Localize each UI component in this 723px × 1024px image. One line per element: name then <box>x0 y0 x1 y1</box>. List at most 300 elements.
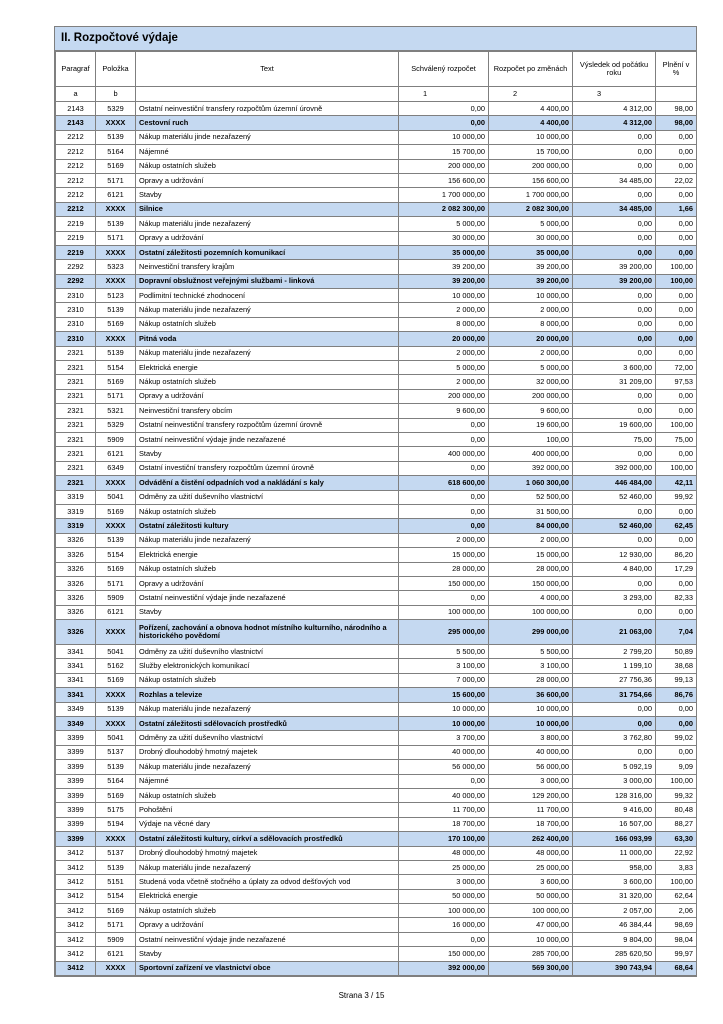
polozka-cell: 5164 <box>96 774 136 788</box>
polozka-cell: XXXX <box>96 245 136 259</box>
vysledek-cell: 9 804,00 <box>573 932 656 946</box>
paragraf-cell: 3341 <box>56 673 96 687</box>
col-header-vysledek: Výsledek od počátku roku <box>573 52 656 87</box>
vysledek-cell: 31 209,00 <box>573 375 656 389</box>
text-cell: Výdaje na věcné dary <box>136 817 399 831</box>
paragraf-cell: 3326 <box>56 533 96 547</box>
po-zmenach-cell: 150 000,00 <box>489 576 573 590</box>
table-row <box>56 846 697 860</box>
table-row <box>56 605 697 619</box>
text-cell: Ostatní záležitosti kultury, církví a sdělovacích prostředků <box>136 832 399 846</box>
paragraf-cell: 3412 <box>56 904 96 918</box>
text-cell: Opravy a udržování <box>136 231 399 245</box>
plneni-cell: 0,00 <box>656 188 697 202</box>
polozka-cell: 6121 <box>96 188 136 202</box>
plneni-cell: 17,29 <box>656 562 697 576</box>
po-zmenach-cell: 32 000,00 <box>489 375 573 389</box>
schvaleny-cell: 392 000,00 <box>399 961 489 975</box>
vysledek-cell: 390 743,94 <box>573 961 656 975</box>
text-cell: Ostatní neinvestiční výdaje jinde nezařazené <box>136 932 399 946</box>
text-cell: Ostatní neinvestiční transfery rozpočtům územní úrovně <box>136 102 399 116</box>
po-zmenach-cell: 25 000,00 <box>489 860 573 874</box>
polozka-cell: XXXX <box>96 961 136 975</box>
plneni-cell: 100,00 <box>656 260 697 274</box>
text-cell: Nájemné <box>136 145 399 159</box>
text-cell: Silnice <box>136 202 399 216</box>
subtotal-row <box>56 245 697 259</box>
paragraf-cell: 2321 <box>56 389 96 403</box>
subtotal-row <box>56 274 697 288</box>
text-cell: Pohoštění <box>136 803 399 817</box>
vysledek-cell: 3 000,00 <box>573 774 656 788</box>
po-zmenach-cell: 52 500,00 <box>489 490 573 504</box>
schvaleny-cell: 10 000,00 <box>399 289 489 303</box>
polozka-cell: 5169 <box>96 375 136 389</box>
vysledek-cell: 0,00 <box>573 188 656 202</box>
text-cell: Ostatní záležitosti kultury <box>136 519 399 533</box>
schvaleny-cell: 16 000,00 <box>399 918 489 932</box>
polozka-cell: 5175 <box>96 803 136 817</box>
text-cell: Nákup materiálu jinde nezařazený <box>136 533 399 547</box>
paragraf-cell: 3326 <box>56 591 96 605</box>
schvaleny-cell: 0,00 <box>399 461 489 475</box>
vysledek-cell: 1 199,10 <box>573 659 656 673</box>
schvaleny-cell: 56 000,00 <box>399 760 489 774</box>
po-zmenach-cell: 569 300,00 <box>489 961 573 975</box>
polozka-cell: 5169 <box>96 317 136 331</box>
plneni-cell: 100,00 <box>656 274 697 288</box>
polozka-cell: XXXX <box>96 274 136 288</box>
po-zmenach-cell: 262 400,00 <box>489 832 573 846</box>
po-zmenach-cell: 15 700,00 <box>489 145 573 159</box>
text-cell: Elektrická energie <box>136 548 399 562</box>
subtotal-row <box>56 688 697 702</box>
polozka-cell: 5139 <box>96 303 136 317</box>
schvaleny-cell: 0,00 <box>399 504 489 518</box>
schvaleny-cell: 39 200,00 <box>399 274 489 288</box>
polozka-cell: XXXX <box>96 332 136 346</box>
plneni-cell: 98,69 <box>656 918 697 932</box>
po-zmenach-cell: 2 000,00 <box>489 346 573 360</box>
table-row <box>56 303 697 317</box>
vysledek-cell: 0,00 <box>573 130 656 144</box>
paragraf-cell: 3412 <box>56 875 96 889</box>
schvaleny-cell: 18 700,00 <box>399 817 489 831</box>
plneni-cell: 22,92 <box>656 846 697 860</box>
vysledek-cell: 285 620,50 <box>573 947 656 961</box>
paragraf-cell: 3326 <box>56 548 96 562</box>
table-row <box>56 432 697 446</box>
schvaleny-cell: 11 700,00 <box>399 803 489 817</box>
plneni-cell: 62,64 <box>656 889 697 903</box>
polozka-cell: 5909 <box>96 932 136 946</box>
text-cell: Ostatní záležitosti sdělovacích prostředků <box>136 717 399 731</box>
po-zmenach-cell: 285 700,00 <box>489 947 573 961</box>
plneni-cell: 75,00 <box>656 432 697 446</box>
polozka-cell: 6121 <box>96 605 136 619</box>
text-cell: Odměny za užití duševního vlastnictví <box>136 645 399 659</box>
subtotal-row <box>56 116 697 130</box>
vysledek-cell: 2 057,00 <box>573 904 656 918</box>
plneni-cell: 98,00 <box>656 102 697 116</box>
po-zmenach-cell: 39 200,00 <box>489 274 573 288</box>
vysledek-cell: 4 312,00 <box>573 102 656 116</box>
vysledek-cell: 0,00 <box>573 145 656 159</box>
plneni-cell: 42,11 <box>656 476 697 490</box>
vysledek-cell: 0,00 <box>573 504 656 518</box>
po-zmenach-cell: 9 600,00 <box>489 404 573 418</box>
plneni-cell: 86,20 <box>656 548 697 562</box>
po-zmenach-cell: 50 000,00 <box>489 889 573 903</box>
text-cell: Neinvestiční transfery obcím <box>136 404 399 418</box>
vysledek-cell: 9 416,00 <box>573 803 656 817</box>
text-cell: Neinvestiční transfery krajům <box>136 260 399 274</box>
vysledek-cell: 27 756,36 <box>573 673 656 687</box>
paragraf-cell: 2321 <box>56 418 96 432</box>
paragraf-cell: 2321 <box>56 461 96 475</box>
table-row <box>56 260 697 274</box>
po-zmenach-cell: 2 000,00 <box>489 533 573 547</box>
plneni-cell: 0,00 <box>656 504 697 518</box>
polozka-cell: 5169 <box>96 788 136 802</box>
vysledek-cell: 2 799,20 <box>573 645 656 659</box>
polozka-cell: XXXX <box>96 688 136 702</box>
text-cell: Nákup ostatních služeb <box>136 673 399 687</box>
polozka-cell: 5137 <box>96 846 136 860</box>
polozka-cell: 5323 <box>96 260 136 274</box>
text-cell: Ostatní záležitosti pozemních komunikací <box>136 245 399 259</box>
vysledek-cell: 12 930,00 <box>573 548 656 562</box>
paragraf-cell: 3412 <box>56 846 96 860</box>
table-row <box>56 803 697 817</box>
paragraf-cell: 2212 <box>56 188 96 202</box>
vysledek-cell: 3 600,00 <box>573 361 656 375</box>
text-cell: Rozhlas a televize <box>136 688 399 702</box>
vysledek-cell: 0,00 <box>573 447 656 461</box>
polozka-cell: 5171 <box>96 231 136 245</box>
schvaleny-cell: 40 000,00 <box>399 745 489 759</box>
po-zmenach-cell: 19 600,00 <box>489 418 573 432</box>
vysledek-cell: 0,00 <box>573 317 656 331</box>
text-cell: Nákup materiálu jinde nezařazený <box>136 760 399 774</box>
schvaleny-cell: 150 000,00 <box>399 947 489 961</box>
paragraf-cell: 2143 <box>56 116 96 130</box>
polozka-cell: 5171 <box>96 918 136 932</box>
col-letter-3: 3 <box>573 87 656 102</box>
plneni-cell: 99,13 <box>656 673 697 687</box>
po-zmenach-cell: 10 000,00 <box>489 932 573 946</box>
po-zmenach-cell: 40 000,00 <box>489 745 573 759</box>
po-zmenach-cell: 1 060 300,00 <box>489 476 573 490</box>
po-zmenach-cell: 2 082 300,00 <box>489 202 573 216</box>
vysledek-cell: 4 312,00 <box>573 116 656 130</box>
po-zmenach-cell: 4 400,00 <box>489 102 573 116</box>
col-header-text: Text <box>136 52 399 87</box>
plneni-cell: 62,45 <box>656 519 697 533</box>
schvaleny-cell: 2 000,00 <box>399 375 489 389</box>
vysledek-cell: 0,00 <box>573 332 656 346</box>
vysledek-cell: 16 507,00 <box>573 817 656 831</box>
polozka-cell: 5194 <box>96 817 136 831</box>
table-row <box>56 404 697 418</box>
table-row <box>56 389 697 403</box>
paragraf-cell: 3412 <box>56 860 96 874</box>
vysledek-cell: 19 600,00 <box>573 418 656 432</box>
po-zmenach-cell: 20 000,00 <box>489 332 573 346</box>
subtotal-row <box>56 717 697 731</box>
po-zmenach-cell: 28 000,00 <box>489 562 573 576</box>
text-cell: Dopravní obslužnost veřejnými službami - linková <box>136 274 399 288</box>
schvaleny-cell: 20 000,00 <box>399 332 489 346</box>
table-row <box>56 774 697 788</box>
schvaleny-cell: 8 000,00 <box>399 317 489 331</box>
vysledek-cell: 21 063,00 <box>573 620 656 645</box>
paragraf-cell: 3341 <box>56 659 96 673</box>
col-letter-plneni <box>656 87 697 102</box>
section-title: II. Rozpočtové výdaje <box>55 27 696 51</box>
table-row <box>56 731 697 745</box>
po-zmenach-cell: 400 000,00 <box>489 447 573 461</box>
vysledek-cell: 52 460,00 <box>573 490 656 504</box>
polozka-cell: 5329 <box>96 418 136 432</box>
column-letters-row <box>56 87 697 102</box>
plneni-cell: 0,00 <box>656 605 697 619</box>
paragraf-cell: 3319 <box>56 504 96 518</box>
paragraf-cell: 3399 <box>56 803 96 817</box>
po-zmenach-cell: 200 000,00 <box>489 389 573 403</box>
polozka-cell: XXXX <box>96 476 136 490</box>
subtotal-row <box>56 476 697 490</box>
vysledek-cell: 3 293,00 <box>573 591 656 605</box>
paragraf-cell: 3412 <box>56 947 96 961</box>
table-row <box>56 231 697 245</box>
polozka-cell: XXXX <box>96 519 136 533</box>
polozka-cell: 5041 <box>96 490 136 504</box>
schvaleny-cell: 15 600,00 <box>399 688 489 702</box>
vysledek-cell: 128 316,00 <box>573 788 656 802</box>
po-zmenach-cell: 299 000,00 <box>489 620 573 645</box>
po-zmenach-cell: 2 000,00 <box>489 303 573 317</box>
text-cell: Nákup ostatních služeb <box>136 788 399 802</box>
po-zmenach-cell: 100 000,00 <box>489 605 573 619</box>
table-row <box>56 947 697 961</box>
text-cell: Opravy a udržování <box>136 576 399 590</box>
table-row <box>56 645 697 659</box>
paragraf-cell: 2219 <box>56 231 96 245</box>
table-row <box>56 932 697 946</box>
plneni-cell: 0,00 <box>656 332 697 346</box>
vysledek-cell: 5 092,19 <box>573 760 656 774</box>
polozka-cell: 5041 <box>96 731 136 745</box>
paragraf-cell: 3399 <box>56 731 96 745</box>
polozka-cell: 5169 <box>96 562 136 576</box>
schvaleny-cell: 2 082 300,00 <box>399 202 489 216</box>
schvaleny-cell: 39 200,00 <box>399 260 489 274</box>
schvaleny-cell: 200 000,00 <box>399 159 489 173</box>
polozka-cell: 6121 <box>96 447 136 461</box>
paragraf-cell: 3341 <box>56 688 96 702</box>
vysledek-cell: 52 460,00 <box>573 519 656 533</box>
col-header-schvaleny: Schválený rozpočet <box>399 52 489 87</box>
text-cell: Nákup ostatních služeb <box>136 375 399 389</box>
paragraf-cell: 2310 <box>56 303 96 317</box>
po-zmenach-cell: 56 000,00 <box>489 760 573 774</box>
col-letter-b: b <box>96 87 136 102</box>
schvaleny-cell: 100 000,00 <box>399 605 489 619</box>
table-row <box>56 702 697 716</box>
po-zmenach-cell: 5 500,00 <box>489 645 573 659</box>
vysledek-cell: 0,00 <box>573 217 656 231</box>
po-zmenach-cell: 200 000,00 <box>489 159 573 173</box>
vysledek-cell: 0,00 <box>573 576 656 590</box>
po-zmenach-cell: 28 000,00 <box>489 673 573 687</box>
vysledek-cell: 392 000,00 <box>573 461 656 475</box>
polozka-cell: 5137 <box>96 745 136 759</box>
schvaleny-cell: 618 600,00 <box>399 476 489 490</box>
table-row <box>56 346 697 360</box>
po-zmenach-cell: 31 500,00 <box>489 504 573 518</box>
vysledek-cell: 31 320,00 <box>573 889 656 903</box>
polozka-cell: 5139 <box>96 346 136 360</box>
vysledek-cell: 34 485,00 <box>573 202 656 216</box>
po-zmenach-cell: 47 000,00 <box>489 918 573 932</box>
schvaleny-cell: 0,00 <box>399 490 489 504</box>
plneni-cell: 7,04 <box>656 620 697 645</box>
table-row <box>56 760 697 774</box>
polozka-cell: 5139 <box>96 760 136 774</box>
plneni-cell: 88,27 <box>656 817 697 831</box>
paragraf-cell: 3326 <box>56 605 96 619</box>
plneni-cell: 0,00 <box>656 289 697 303</box>
schvaleny-cell: 5 000,00 <box>399 361 489 375</box>
polozka-cell: 5164 <box>96 145 136 159</box>
text-cell: Ostatní neinvestiční transfery rozpočtům územní úrovně <box>136 418 399 432</box>
col-header-paragraf: Paragraf <box>56 52 96 87</box>
schvaleny-cell: 0,00 <box>399 932 489 946</box>
paragraf-cell: 3349 <box>56 702 96 716</box>
plneni-cell: 99,92 <box>656 490 697 504</box>
subtotal-row <box>56 519 697 533</box>
po-zmenach-cell: 30 000,00 <box>489 231 573 245</box>
po-zmenach-cell: 3 100,00 <box>489 659 573 673</box>
schvaleny-cell: 9 600,00 <box>399 404 489 418</box>
text-cell: Nákup ostatních služeb <box>136 904 399 918</box>
vysledek-cell: 0,00 <box>573 346 656 360</box>
paragraf-cell: 3326 <box>56 620 96 645</box>
table-row <box>56 173 697 187</box>
budget-sheet <box>54 26 697 977</box>
schvaleny-cell: 1 700 000,00 <box>399 188 489 202</box>
col-letter-1: 1 <box>399 87 489 102</box>
table-row <box>56 875 697 889</box>
schvaleny-cell: 200 000,00 <box>399 389 489 403</box>
table-row <box>56 533 697 547</box>
po-zmenach-cell: 10 000,00 <box>489 130 573 144</box>
plneni-cell: 9,09 <box>656 760 697 774</box>
schvaleny-cell: 2 000,00 <box>399 303 489 317</box>
schvaleny-cell: 0,00 <box>399 591 489 605</box>
plneni-cell: 82,33 <box>656 591 697 605</box>
paragraf-cell: 2321 <box>56 447 96 461</box>
polozka-cell: 5139 <box>96 130 136 144</box>
plneni-cell: 0,00 <box>656 245 697 259</box>
table-row <box>56 289 697 303</box>
schvaleny-cell: 3 700,00 <box>399 731 489 745</box>
expenditure-table <box>55 51 697 976</box>
table-row <box>56 188 697 202</box>
schvaleny-cell: 35 000,00 <box>399 245 489 259</box>
text-cell: Nákup materiálu jinde nezařazený <box>136 217 399 231</box>
page-footer: Strana 3 / 15 <box>338 991 385 1000</box>
po-zmenach-cell: 129 200,00 <box>489 788 573 802</box>
vysledek-cell: 31 754,66 <box>573 688 656 702</box>
polozka-cell: 5321 <box>96 404 136 418</box>
paragraf-cell: 3319 <box>56 519 96 533</box>
schvaleny-cell: 7 000,00 <box>399 673 489 687</box>
plneni-cell: 22,02 <box>656 173 697 187</box>
polozka-cell: 5139 <box>96 860 136 874</box>
po-zmenach-cell: 10 000,00 <box>489 702 573 716</box>
subtotal-row <box>56 202 697 216</box>
polozka-cell: 5169 <box>96 904 136 918</box>
plneni-cell: 0,00 <box>656 389 697 403</box>
vysledek-cell: 46 384,44 <box>573 918 656 932</box>
plneni-cell: 0,00 <box>656 346 697 360</box>
text-cell: Opravy a udržování <box>136 389 399 403</box>
paragraf-cell: 3412 <box>56 918 96 932</box>
paragraf-cell: 2212 <box>56 130 96 144</box>
po-zmenach-cell: 8 000,00 <box>489 317 573 331</box>
table-body <box>56 102 697 976</box>
text-cell: Sportovní zařízení ve vlastnictví obce <box>136 961 399 975</box>
plneni-cell: 98,04 <box>656 932 697 946</box>
vysledek-cell: 34 485,00 <box>573 173 656 187</box>
paragraf-cell: 2212 <box>56 159 96 173</box>
paragraf-cell: 2321 <box>56 346 96 360</box>
po-zmenach-cell: 39 200,00 <box>489 260 573 274</box>
vysledek-cell: 39 200,00 <box>573 274 656 288</box>
polozka-cell: 5171 <box>96 576 136 590</box>
polozka-cell: 5169 <box>96 673 136 687</box>
paragraf-cell: 3326 <box>56 576 96 590</box>
polozka-cell: 5139 <box>96 702 136 716</box>
schvaleny-cell: 100 000,00 <box>399 904 489 918</box>
text-cell: Podlimitní technické zhodnocení <box>136 289 399 303</box>
vysledek-cell: 0,00 <box>573 533 656 547</box>
text-cell: Nákup materiálu jinde nezařazený <box>136 346 399 360</box>
po-zmenach-cell: 18 700,00 <box>489 817 573 831</box>
paragraf-cell: 3412 <box>56 961 96 975</box>
schvaleny-cell: 2 000,00 <box>399 346 489 360</box>
plneni-cell: 100,00 <box>656 875 697 889</box>
plneni-cell: 100,00 <box>656 418 697 432</box>
schvaleny-cell: 5 000,00 <box>399 217 489 231</box>
plneni-cell: 0,00 <box>656 702 697 716</box>
plneni-cell: 3,83 <box>656 860 697 874</box>
plneni-cell: 0,00 <box>656 217 697 231</box>
plneni-cell: 50,89 <box>656 645 697 659</box>
schvaleny-cell: 0,00 <box>399 116 489 130</box>
text-cell: Nákup materiálu jinde nezařazený <box>136 130 399 144</box>
paragraf-cell: 3412 <box>56 889 96 903</box>
po-zmenach-cell: 156 600,00 <box>489 173 573 187</box>
col-letter-2: 2 <box>489 87 573 102</box>
text-cell: Nájemné <box>136 774 399 788</box>
text-cell: Studená voda včetně stočného a úplaty za odvod dešťových vod <box>136 875 399 889</box>
text-cell: Elektrická energie <box>136 361 399 375</box>
paragraf-cell: 2143 <box>56 102 96 116</box>
col-header-plneni: Plnění v % <box>656 52 697 87</box>
